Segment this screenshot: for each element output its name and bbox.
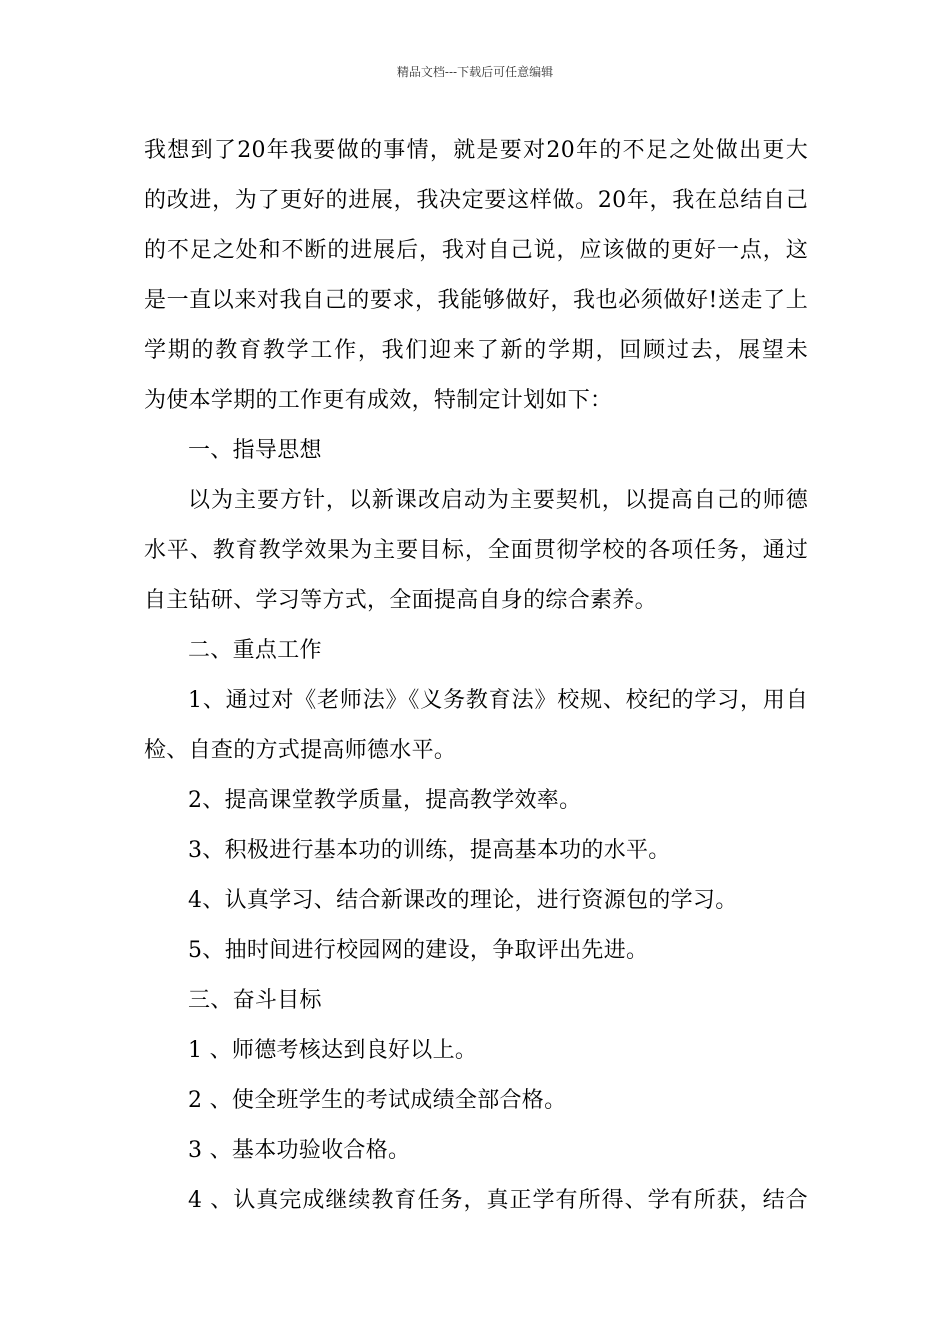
section-heading: 一、指导思想 [188,438,322,463]
document-body [144,126,808,1226]
list-item: 1 、师德考核达到良好以上。 [188,1038,478,1063]
list-item: 1、通过对《老师法》《义务教育法》校规、校纪的学习，用自 [188,688,808,713]
list-item-continuation: 检、自查的方式提高师德水平。 [144,738,457,763]
paragraph-line: 学期的教育教学工作，我们迎来了新的学期，回顾过去，展望未 [144,338,808,363]
section-heading: 二、重点工作 [188,638,322,663]
page-header: 精品文档---下载后可任意编辑 [396,65,554,79]
list-item: 2 、使全班学生的考试成绩全部合格。 [188,1088,567,1113]
paragraph-line: 是一直以来对我自己的要求，我能够做好，我也必须做好!送走了上 [144,288,808,313]
list-item: 3 、基本功验收合格。 [188,1138,411,1163]
list-item: 2、提高课堂教学质量，提高教学效率。 [188,788,582,813]
list-item: 3、积极进行基本功的训练，提高基本功的水平。 [188,838,671,863]
list-item: 4 、认真完成继续教育任务，真正学有所得、学有所获，结合 [188,1188,808,1213]
paragraph-line: 的不足之处和不断的进展后，我对自己说，应该做的更好一点，这 [144,238,808,263]
section-heading: 三、奋斗目标 [188,988,322,1013]
paragraph-line: 水平、教育教学效果为主要目标，全面贯彻学校的各项任务，通过 [144,538,808,563]
list-item: 4、认真学习、结合新课改的理论，进行资源包的学习。 [188,888,738,913]
paragraph-line: 自主钻研、学习等方式，全面提高自身的综合素养。 [144,588,657,613]
paragraph-line: 我想到了20年我要做的事情，就是要对20年的不足之处做出更大 [144,138,808,163]
paragraph-line: 以为主要方针，以新课改启动为主要契机，以提高自己的师德 [188,488,808,513]
paragraph-line: 的改进，为了更好的进展，我决定要这样做。20年，我在总结自己 [144,188,808,213]
list-item: 5、抽时间进行校园网的建设，争取评出先进。 [188,938,649,963]
paragraph-line: 为使本学期的工作更有成效，特制定计划如下： [144,388,613,413]
